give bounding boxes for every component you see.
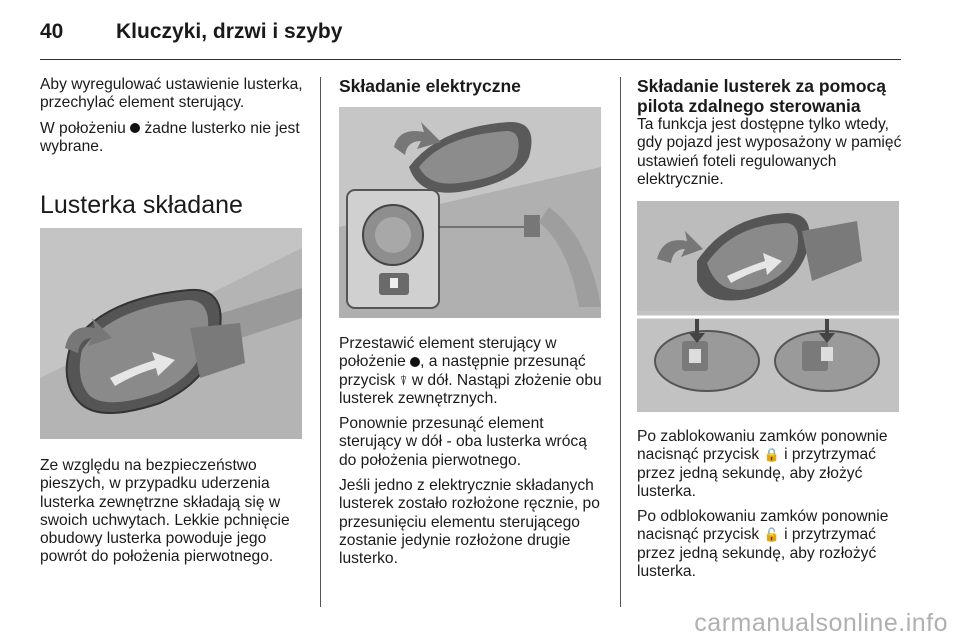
remote-fold-illustration — [637, 201, 899, 412]
column-2 — [339, 76, 604, 96]
col3-paragraph-1: Ta funkcja jest dostępne tylko wtedy, gdy pojazd jest wyposażony w pamięć ustawień foteli regulowanych elektrycznie. — [637, 116, 902, 188]
lock-icon: 🔒 — [763, 447, 780, 463]
section-heading-skladanie-elektryczne: Składanie elektryczne — [339, 76, 521, 96]
col3-p2-start: Po zablokowaniu zamków ponownie nacisnąć przycisk — [637, 428, 888, 464]
column-3-lower — [637, 428, 902, 588]
col3-p3-start: Po odblokowaniu zamków ponownie nacisnąć przycisk — [637, 508, 889, 544]
off-position-dot-icon — [130, 123, 140, 133]
col2-p1-end: w dół. Nastąpi złożenie obu lusterek zewnętrznych. — [339, 371, 602, 407]
off-position-dot-icon — [410, 357, 420, 367]
column-1-lower — [40, 457, 305, 574]
column-1 — [40, 76, 305, 163]
col3-p3-end: i przytrzymać przez jedną sekundę, aby rozłożyć lusterka. — [637, 526, 877, 581]
figure-remote-folding — [637, 201, 899, 412]
watermark: carmanualsonline.info — [694, 609, 948, 637]
col2-paragraph-1 — [339, 335, 604, 408]
col1-p2-start: W położeniu — [40, 119, 126, 137]
column-divider-1 — [320, 77, 321, 607]
col3-paragraph-2 — [637, 428, 902, 501]
header-rule — [40, 59, 901, 60]
col1-paragraph-3: Ze względu na bezpieczeństwo pieszych, w przypadku uderzenia lusterka zewnętrzne składają się w swoich uchwytach. Lekkie pchnięcie obudowy lusterka powoduje jego powrót do położenia pierwotnego. — [40, 457, 290, 566]
col1-paragraph-1: Aby wyregulować ustawienie lusterka, przechylać element sterujący. — [40, 76, 303, 112]
page-title: Kluczyki, drzwi i szyby — [116, 20, 343, 43]
col2-paragraph-2: Ponownie przesunąć element sterujący w dół - oba lusterka wrócą do położenia pierwotnego. — [339, 415, 587, 469]
column-divider-2 — [620, 77, 621, 607]
col3-p2-end: i przytrzymać przez jedną sekundę, aby złożyć lusterka. — [637, 446, 876, 500]
col1-paragraph-2 — [40, 120, 305, 157]
column-3 — [637, 76, 902, 196]
col3-paragraph-3 — [637, 508, 902, 581]
unlock-icon: 🔓 — [763, 527, 780, 543]
col2-p1-middle: , a następnie przesunąć przycisk — [339, 353, 586, 389]
col1-p2-end: żadne lusterko nie jest wybrane. — [40, 119, 300, 155]
mirror-fold-illustration — [40, 228, 302, 439]
fold-button-icon: ⍒ — [399, 372, 408, 388]
figure-mirror-folding — [40, 228, 302, 439]
col2-paragraph-3: Jeśli jedno z elektrycznie składanych lusterek zostało rozłożone ręcznie, po przesunięciu elementu sterującego zostanie jedynie rozłożone drugie lusterko. — [339, 477, 600, 568]
section-heading-remote-folding: Składanie lusterek za pomocą pilota zdalnego sterowania — [637, 76, 886, 116]
page-number: 40 — [40, 20, 64, 43]
col2-p1-start: Przestawić element sterujący w położenie — [339, 335, 557, 371]
figure-electric-folding — [339, 107, 601, 318]
electric-fold-illustration — [339, 107, 601, 318]
column-2-lower — [339, 335, 604, 576]
section-heading-lusterka-skladane: Lusterka składane — [40, 191, 243, 219]
